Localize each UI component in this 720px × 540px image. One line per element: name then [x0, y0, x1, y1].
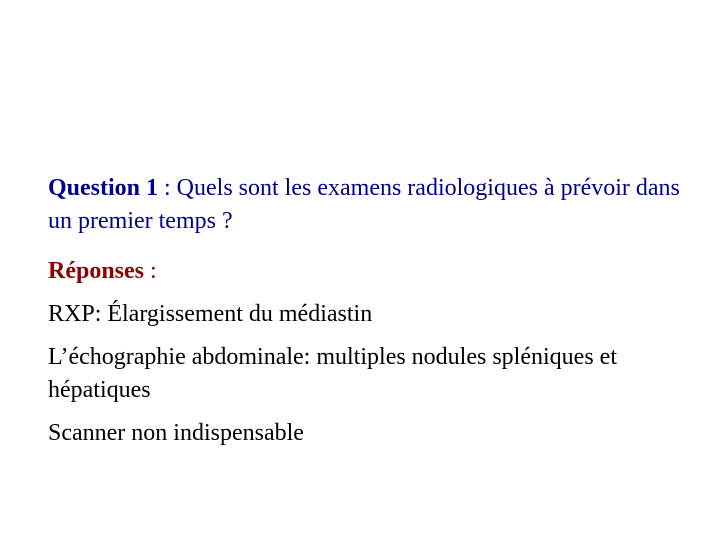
answer-item-3: Scanner non indispensable [48, 420, 304, 446]
question-paragraph [48, 172, 688, 238]
answer-item-2: L’échographie abdominale: multiples nodules spléniques et hépatiques [48, 344, 617, 403]
slide-content [48, 172, 688, 450]
question-text: : Quels sont les examens radiologiques à prévoir dans un premier temps ? [48, 175, 680, 234]
answers-label: Réponses [48, 258, 145, 284]
answers-suffix: : [144, 258, 157, 284]
question-label: Question 1 [48, 175, 159, 201]
answers-heading [48, 255, 688, 288]
answer-item-1: RXP: Élargissement du médiastin [48, 301, 373, 327]
